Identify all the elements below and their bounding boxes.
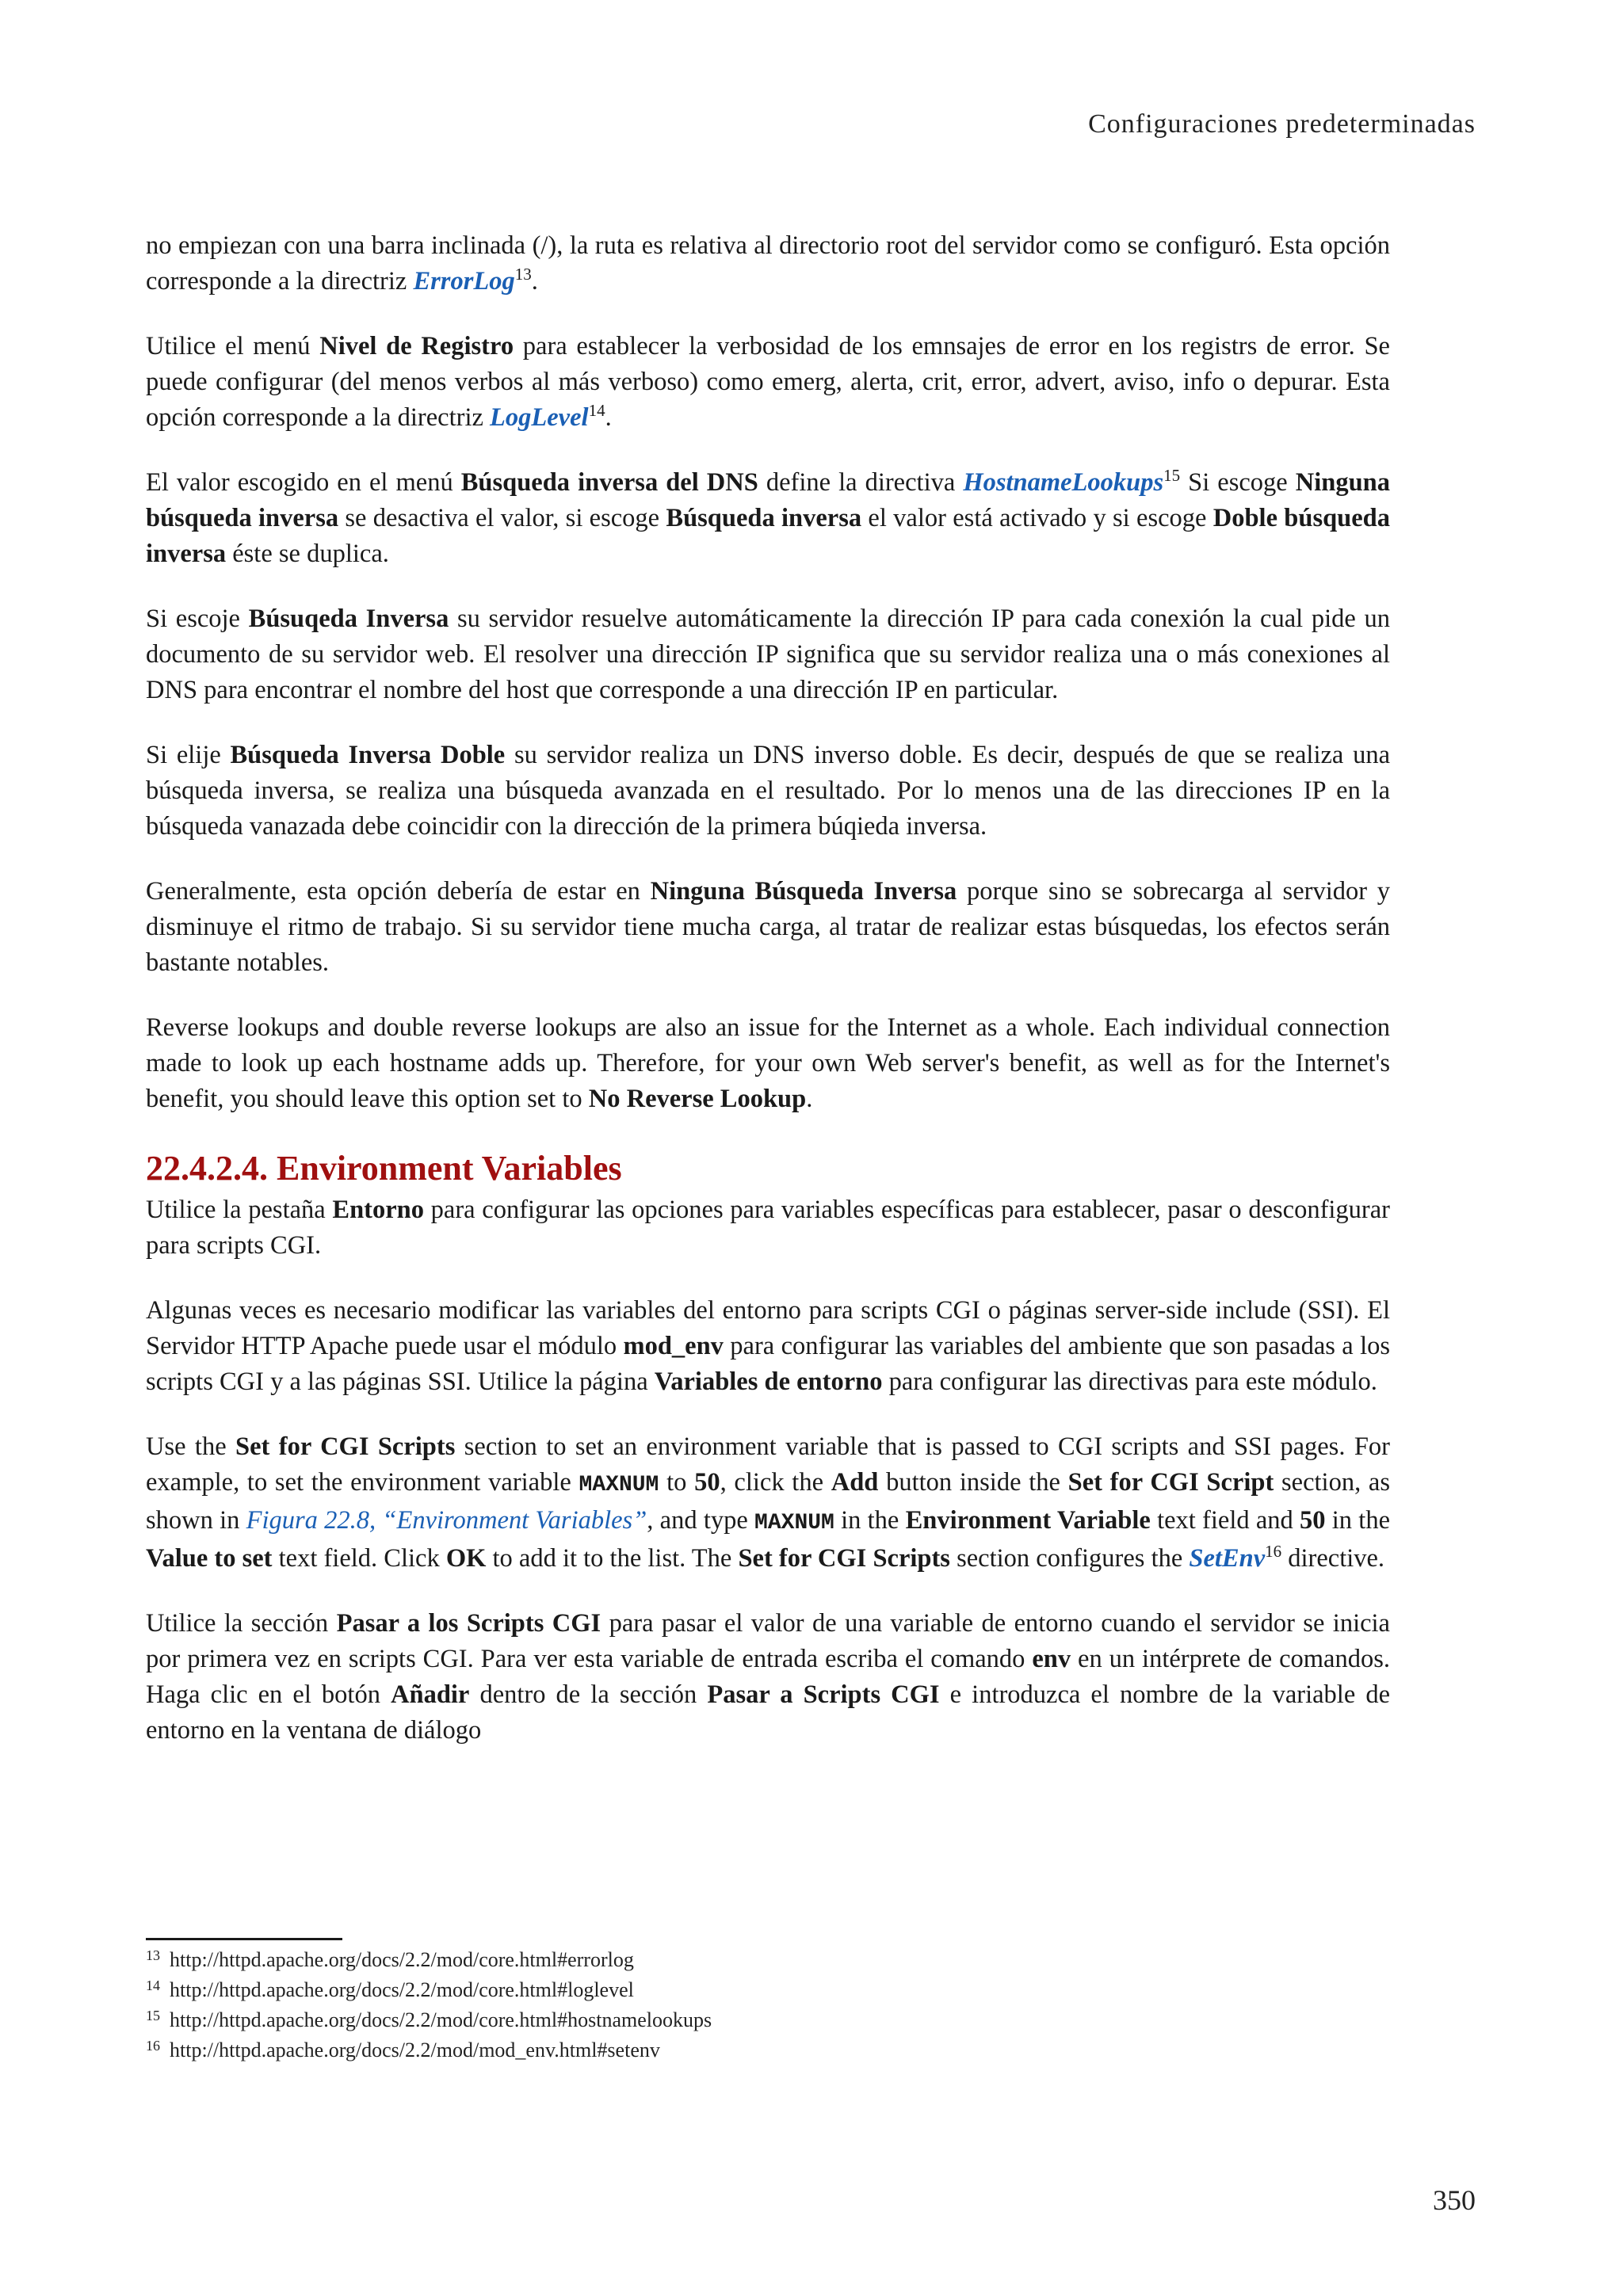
errorlog-link[interactable]: ErrorLog (413, 267, 515, 296)
paragraph-reverse-lookup: Si escoje Búsuqeda Inversa su servidor resuelve automáticamente la dirección IP para cada conexión la cual pide un documento de su servidor web. El resolver una dirección IP significa que su servidor realiza una o más conexiones al DNS para encontrar el nombre del host que corresponde a una dirección IP en particular. (146, 605, 1390, 704)
footnote-url[interactable]: http://httpd.apache.org/docs/2.2/mod/core.html#loglevel (170, 1978, 634, 2001)
section-heading: 22.4.2.4. Environment Variables (146, 1149, 622, 1188)
footnote-divider (146, 1938, 342, 1940)
footnote-ref-16[interactable]: 16 (1265, 1542, 1282, 1561)
footnote-16: 16 http://httpd.apache.org/docs/2.2/mod/mod_env.html#setenv (146, 2036, 1255, 2066)
footnote-url[interactable]: http://httpd.apache.org/docs/2.2/mod/core.html#hostnamelookups (170, 2008, 712, 2031)
page-number: 350 (1433, 2184, 1476, 2216)
footnote-url[interactable]: http://httpd.apache.org/docs/2.2/mod/core.html#errorlog (170, 1948, 634, 1971)
paragraph-hostnamelookups: El valor escogido en el menú Búsqueda inversa del DNS define la directiva HostnameLookups$^{15}$ Si escoge Ninguna búsqueda inversa se desactiva el valor, si escoge Búsqueda inversa el valor está activado y si escoge Doble búsqueda inversa éste se duplica. (146, 466, 1391, 568)
paragraph-internet-impact: Reverse lookups and double reverse lookups are also an issue for the Internet as a whole. Each individual connection made to look up each hostname adds up. Therefore, for your own Web server's benefit, as well as for the Internet's benefit, you should leave this option set to No Reverse Lookup. (146, 1013, 1390, 1113)
paragraph-recommendation: Generalmente, esta opción debería de estar en Ninguna Búsqueda Inversa porque sino se sobrecarga al servidor y disminuye el ritmo de trabajo. Si su servidor tiene mucha carga, al tratar de realizar estas búsquedas, los efectos serán bastante notables. (146, 877, 1391, 977)
footnotes (146, 1946, 1255, 2066)
paragraph-set-for-cgi: Use the Set for CGI Scripts section to set an environment variable that is passed to CGI scripts and SSI pages. For example, to set the environment variable MAXNUM to 50, click the Add button inside the Set for CGI Script section, as shown in Figura 22.8, “Environment Variables”, and type MAXNUM in the Environment Variable text field and 50 in the Value to set text field. Click OK to add it to the list. The Set for CGI Scripts section configures the SetEnv$^{16}$ directive. (146, 1432, 1391, 1573)
loglevel-link[interactable]: LogLevel (490, 403, 589, 432)
paragraph-double-reverse: Si elije Búsqueda Inversa Doble su servidor realiza un DNS inverso doble. Es decir, después de que se realiza una búsqueda inversa, se realiza una búsqueda avanzada en el resultado. Por lo menos una de las direcciones IP en la búsqueda vanazada debe coincidir con la dirección de la primera búqieda inversa. (146, 741, 1390, 841)
paragraph-errorlog: no empiezan con una barra inclinada (/), la ruta es relativa al directorio root del servidor como se configuró. Esta opción corresponde a la directriz ErrorLog$^{13}$. (146, 231, 1390, 296)
paragraph-entorno-tab: Utilice la pestaña Entorno para configurar las opciones para variables específicas para establecer, pasar o desconfigurar para scripts CGI. (146, 1196, 1390, 1260)
paragraph-loglevel: Utilice el menú Nivel de Registro para establecer la verbosidad de los emnsajes de error en los registrs de error. Se puede configurar (del menos verbos al más verboso) como emerg, alerta, crit, error, advert, aviso, info o depurar. Esta opción corresponde a la directriz LogLevel$^{14}$. (146, 332, 1390, 432)
paragraph-pass-to-cgi: Utilice la sección Pasar a los Scripts CGI para pasar el valor de una variable de entorno cuando el servidor se inicia por primera vez en scripts CGI. Para ver esta variable de entrada escriba el comando env en un intérprete de comandos. Haga clic en el botón Añadir dentro de la sección Pasar a Scripts CGI e introduzca el nombre de la variable de entorno en la ventana de diálogo (146, 1609, 1390, 1745)
footnote-ref-14[interactable]: 14 (588, 401, 605, 420)
footnote-url[interactable]: http://httpd.apache.org/docs/2.2/mod/mod_env.html#setenv (170, 2039, 660, 2061)
page-body (146, 228, 1390, 1778)
paragraph-mod-env: Algunas veces es necesario modificar las variables del entorno para scripts CGI o páginas server-side include (SSI). El Servidor HTTP Apache puede usar el módulo mod_env para configurar las variables del ambiente que son pasadas a los scripts CGI y a las páginas SSI. Utilice la página Variables de entorno para configurar las directivas para este módulo. (146, 1296, 1390, 1396)
footnote-14: 14 http://httpd.apache.org/docs/2.2/mod/core.html#loglevel (146, 1976, 1255, 2006)
hostnamelookups-link[interactable]: HostnameLookups (963, 468, 1164, 497)
running-header: Configuraciones predeterminadas (1088, 109, 1476, 139)
footnote-15: 15 http://httpd.apache.org/docs/2.2/mod/core.html#hostnamelookups (146, 2006, 1255, 2036)
footnote-ref-13[interactable]: 13 (514, 265, 532, 284)
footnote-ref-15[interactable]: 15 (1163, 466, 1181, 485)
figure-22-8-link[interactable]: Figura 22.8, “Environment Variables” (246, 1506, 647, 1535)
setenv-link[interactable]: SetEnv (1189, 1544, 1266, 1573)
footnote-13: 13 http://httpd.apache.org/docs/2.2/mod/core.html#errorlog (146, 1946, 1255, 1976)
